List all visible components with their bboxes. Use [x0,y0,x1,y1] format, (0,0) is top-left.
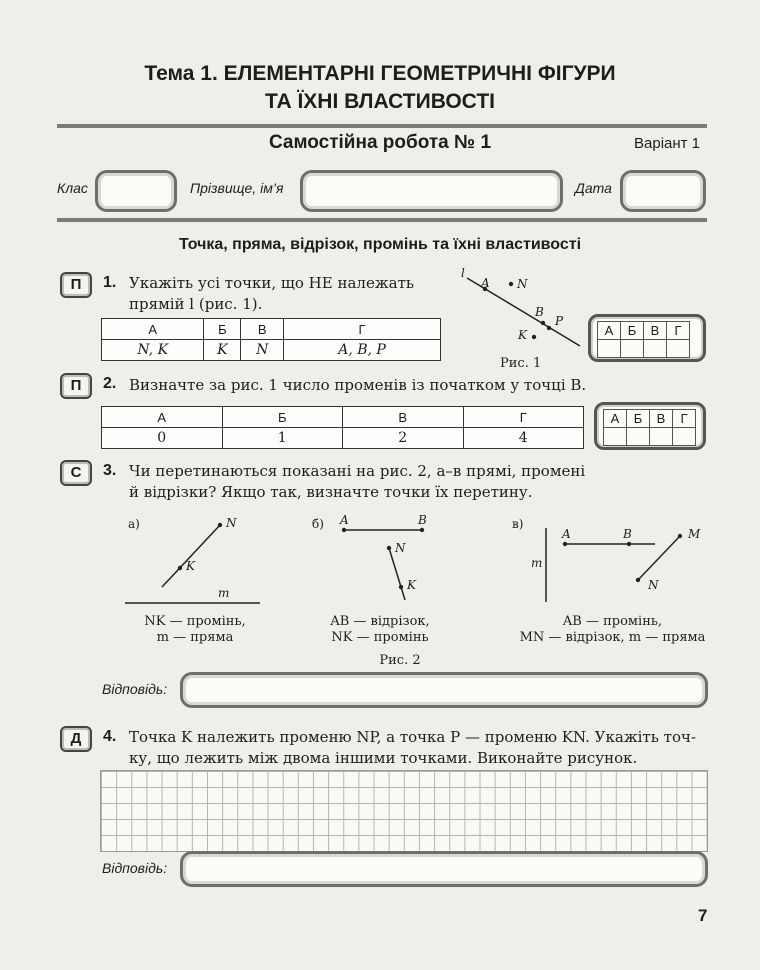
caption-a-line2: m — пряма [156,630,234,645]
caption-c-line2: MN — відрізок, m — пряма [519,630,706,645]
label-k: K [518,328,527,342]
point-a [342,528,346,532]
option-value: 4 [463,428,584,449]
q1-answer-box[interactable] [588,314,706,362]
option-letter: Б [222,407,343,428]
answer-cell[interactable] [598,340,621,358]
answer-label: Відповідь: [102,860,168,876]
question-text-line2: прямій l (рис. 1). [129,295,263,313]
q2-answer-box[interactable] [594,402,706,450]
q3-answer-field[interactable] [180,672,708,708]
answer-letter: Г [673,410,696,428]
option-letter: Г [463,407,584,428]
option-letter: В [343,407,464,428]
caption-b-line2: NK — промінь [331,630,429,645]
question-text-line2: ку, що лежить між двома іншими точками. Виконайте рисунок. [129,749,638,767]
answer-letter: А [604,410,627,428]
point-k [399,585,403,589]
answer-cell[interactable] [650,428,673,446]
answer-letter: В [650,410,673,428]
topic-title-line2: ТА ЇХНІ ВЛАСТИВОСТІ [264,90,495,113]
option-value: N [241,340,284,361]
point-a [563,542,567,546]
label-n: N [395,541,406,555]
topic-title-line1: Тема 1. ЕЛЕМЕНТАРНІ ГЕОМЕТРИЧНІ ФІГУРИ [144,62,616,85]
point-p [547,326,551,330]
point-n [387,546,391,550]
option-value: 1 [222,428,343,449]
label-p: P [555,314,564,328]
answer-letter: В [644,322,667,340]
question-number: 3. [103,462,117,479]
caption-c-line1: AB — промінь, [562,614,663,629]
point-n [636,578,640,582]
question-text-line1: Чи перетинаються показані на рис. 2, а–в прямі, промені [129,462,586,480]
difficulty-badge: П [60,272,92,298]
answer-letter: Б [627,410,650,428]
answer-cell[interactable] [673,428,696,446]
class-field[interactable] [95,170,177,212]
option-value: A, B, P [284,340,441,361]
name-label: Прізвище, ім’я [190,180,284,196]
difficulty-badge: С [60,460,92,486]
variant-label: Варіант 1 [634,135,701,152]
label-n: N [517,277,528,291]
point-k [532,335,536,339]
point-b [627,542,631,546]
option-value: N, K [102,340,204,361]
point-n [509,282,513,286]
point-k [178,566,182,570]
figure-tag-a: а) [128,517,140,531]
date-field[interactable] [620,170,706,212]
answer-cell[interactable] [627,428,650,446]
ray-nk [389,548,405,600]
label-k: K [186,559,195,573]
label-m: m [218,586,230,600]
answer-letter: А [598,322,621,340]
caption-a-line1: NK — промінь, [144,614,246,629]
point-b [541,321,545,325]
segment-mn [638,536,680,580]
answer-cell[interactable] [621,340,644,358]
difficulty-badge: П [60,373,92,399]
name-field[interactable] [300,170,563,212]
figure-tag-b: б) [312,517,324,531]
answer-cell[interactable] [604,428,627,446]
figure-caption: Рис. 1 [500,356,542,371]
ray-nk [162,525,220,587]
label-a: A [340,513,349,527]
point-n [218,523,222,527]
label-a: A [562,527,571,541]
label-k: K [407,578,416,592]
label-a: A [481,276,490,290]
option-value: 0 [102,428,223,449]
page-number: 7 [698,906,708,925]
answer-cell[interactable] [667,340,690,358]
class-label: Клас [57,180,88,196]
work-title: Самостійна робота № 1 [268,132,492,153]
label-n: N [648,578,659,592]
option-value: K [204,340,241,361]
question-text: Визначте за рис. 1 число променів із початком у точці B. [129,376,587,394]
figure-2c [535,520,695,610]
date-label: Дата [575,180,612,196]
point-b [420,528,424,532]
option-letter: А [102,319,204,340]
difficulty-badge: Д [60,726,92,752]
question-number: 2. [103,375,117,392]
drawing-grid[interactable] [100,770,708,852]
question-text-line2: й відрізки? Якщо так, визначте точки їх перетину. [129,483,533,501]
answer-label: Відповідь: [102,681,168,697]
answer-letter: Б [621,322,644,340]
q1-options-table [101,318,441,361]
question-number: 4. [103,728,117,745]
label-m-point: M [688,527,701,541]
option-value: 2 [343,428,464,449]
label-n: N [226,516,237,530]
option-letter: Г [284,319,441,340]
divider [57,218,707,222]
answer-letter: Г [667,322,690,340]
q2-options-table [101,406,584,449]
q4-answer-field[interactable] [180,851,708,887]
label-b: B [623,527,632,541]
point-m [678,534,682,538]
caption-b-line1: AB — відрізок, [330,614,430,629]
answer-cell[interactable] [644,340,667,358]
option-letter: В [241,319,284,340]
section-title: Точка, пряма, відрізок, промінь та їхні властивості [178,236,582,253]
label-b: B [535,305,544,319]
option-letter: А [102,407,223,428]
label-m-line: m [531,556,543,570]
option-letter: Б [204,319,241,340]
label-l: l [461,266,465,280]
figure-2b [330,520,440,610]
figure-caption: Рис. 2 [379,653,421,668]
figure-2a [120,515,270,610]
question-text-line1: Точка K належить променю NP, а точка P — променю KN. Укажіть точ- [129,728,696,746]
label-b: B [418,513,427,527]
divider [57,124,707,128]
question-text-line1: Укажіть усі точки, що НЕ належать [129,274,415,292]
question-number: 1. [103,274,117,291]
figure-tag-c: в) [512,517,524,531]
